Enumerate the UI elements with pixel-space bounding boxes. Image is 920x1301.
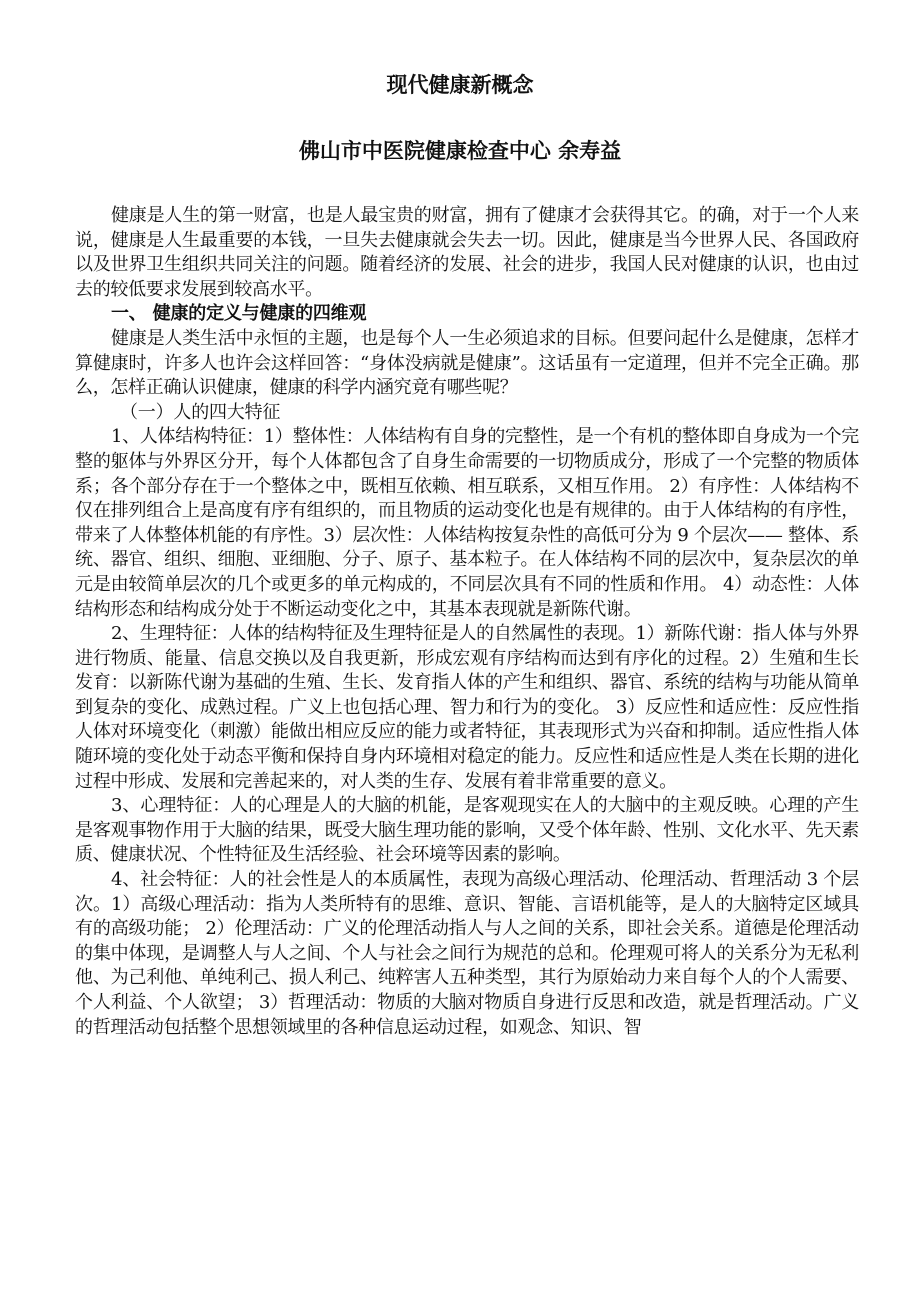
subsection-heading-1: （一）人的四大特征: [120, 401, 281, 423]
section1-intro-paragraph: 健康是人类生活中永恒的主题，也是每个人一生必须追求的目标。但要问起什么是健康，怎样才算健康时，许多人也许会这样回答：“身体没病就是健康”。这话虽有一定道理，但并不完全正确。那么，怎样正确认识健康，健康的科学内涵究竟有哪些呢？: [75, 327, 859, 399]
feature-paragraph-structure: 1、人体结构特征：1）整体性：人体结构有自身的完整性，是一个有机的整体即自身成为一个完整的躯体与外界区分开，每个人体都包含了自身生命需要的一切物质成分，形成了一个完整的物质体系；各个部分存在于一个整体之中，既相互依赖、相互联系，又相互作用。 2）有序性：人体结构不仅在排列组合上是高度有序有组织的，而且物质的运动变化也是有规律的。由于人体结构的有序性，带来了人体整体机能的有序性。3）层次性：人体结构按复杂性的高低可分为 9 个层次—— 整体、系统、器官、组织、细胞、亚细胞、分子、原子、基本粒子。在人体结构不同的层次中，复杂层次的单元是由较简单层次的几个或更多的单元构成的，不同层次具有不同的性质和作用。 4）动态性：人体结构形态和结构成分处于不断运动变化之中，其基本表现就是新陈代谢。: [75, 426, 860, 620]
intro-paragraph: 健康是人生的第一财富，也是人最宝贵的财富，拥有了健康才会获得其它。的确，对于一个人来说，健康是人生最重要的本钱，一旦失去健康就会失去一切。因此，健康是当今世界人民、各国政府以及世界卫生组织共同关注的问题。随着经济的发展、社会的进步，我国人民对健康的认识，也由过去的较低要求发展到较高水平。: [75, 205, 859, 300]
feature-paragraph-psychology: 3、心理特征：人的心理是人的大脑的机能，是客观现实在人的大脑中的主观反映。心理的产生是客观事物作用于大脑的结果，既受大脑生理功能的影响，又受个体年龄、性别、文化水平、先天素质、健康状况、个性特征及生活经验、社会环境等因素的影响。: [75, 795, 859, 866]
section-heading-1: 一、 健康的定义与健康的四维观: [111, 303, 367, 325]
author-line: 佛山市中医院健康检查中心 余寿益: [298, 139, 622, 163]
feature-paragraph-physiology: 2、生理特征：人体的结构特征及生理特征是人的自然属性的表现。1）新陈代谢：指人体与外界进行物质、能量、信息交换以及自我更新，形成宏观有序结构而达到有序化的过程。2）生殖和生长发育：以新陈代谢为基础的生殖、生长、发育指人体的产生和组织、器官、系统的结构与功能从简单到复杂的变化、成熟过程。广义上也包括心理、智力和行为的变化。 3）反应性和适应性：反应性指人体对环境变化（刺激）能做出相应反应的能力或者特征，其表现形式为兴奋和抑制。适应性指人体随环境的变化处于动态平衡和保持自身内环境相对稳定的能力。反应性和适应性是人类在长期的进化过程中形成、发展和完善起来的，对人类的生存、发展有着非常重要的意义。: [75, 623, 860, 792]
document-title: 现代健康新概念: [386, 73, 534, 97]
feature-paragraph-social: 4、社会特征：人的社会性是人的本质属性，表现为高级心理活动、伦理活动、哲理活动 3 个层次。1）高级心理活动：指为人类所特有的思维、意识、智能、言语机能等，是人的大脑特定区域具有的高级功能； 2）伦理活动：广义的伦理活动指人与人之间的关系，即社会关系。道德是伦理活动的集中体现，是调整人与人之间、个人与社会之间行为规范的总和。伦理观可将人的关系分为无私利他、为己利他、单纯利己、损人利己、纯粹害人五种类型，其行为原始动力来自每个人的个人需要、个人利益、个人欲望； 3）哲理活动：物质的大脑对物质自身进行反思和改造，就是哲理活动。广义的哲理活动包括整个思想领域里的各种信息运动过程，如观念、知识、智: [75, 869, 859, 1038]
document-body: [75, 204, 859, 1040]
